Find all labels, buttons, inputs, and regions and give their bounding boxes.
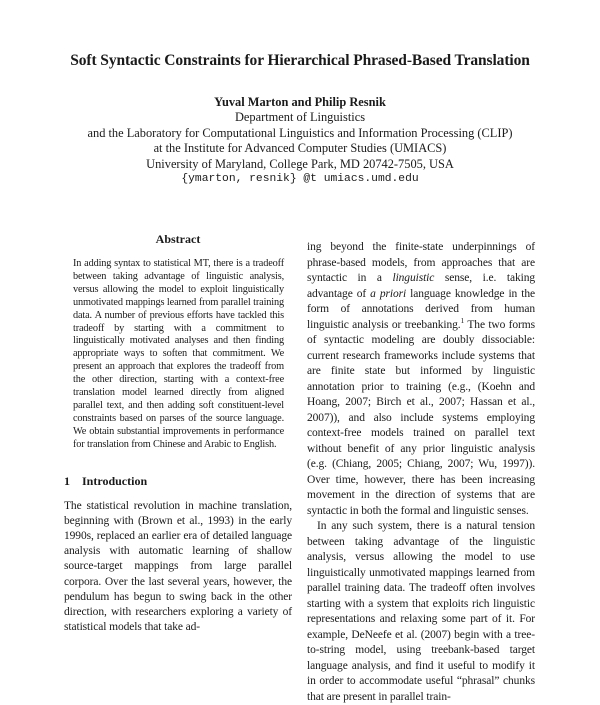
affiliation-line-3: at the Institute for Advanced Computer Studies (UMIACS) [153, 141, 447, 156]
paper-title: Soft Syntactic Constraints for Hierarchical Phrased-Based Translation [70, 52, 530, 69]
author-names: Yuval Marton and Philip Resnik [214, 95, 386, 109]
section-number: 1 [64, 473, 70, 488]
abstract-heading: Abstract [155, 232, 201, 246]
section-heading-introduction [64, 474, 292, 489]
abstract-text: In adding syntax to statistical MT, there is a tradeoff between taking advantage of linguistic analysis, versus allowing the model to exploit linguistically unmotivated mappings learned from parallel training data. A number of previous efforts have tackled this tradeoff by starting with a commitment to linguistically motivated analyses and then finding appropriate ways to soften that commitment. We present an approach that explores the tradeoff from the other direction, starting with a context-free translation model learned directly from aligned parallel text, and then adding soft constituent-level constraints based on parses of the source language. We obtain substantial improvements in performance for translation from Chinese and Arabic to English. [73, 258, 284, 450]
affiliation-line-1: Department of Linguistics [234, 110, 366, 125]
right-paragraph-1 [307, 240, 535, 519]
paragraph-text: The two forms of syntactic modeling are doubly dissociable: current research frameworks include systems that are finite state but informed by linguistic annotation prior to training (e.g., (Koehn and Hoang, 2007; Birch et al., 2007; Hassan et al., 2007)), and also include systems employing context-free models trained on parallel text without benefit of any prior linguistic analysis (e.g. (Chiang, 2005; Chiang, 2007; Wu, 1997)). Over time, however, there has been increasing movement in the direction of systems that are syntactic in both the formal and linguistic senses. [307, 318, 535, 517]
affiliation-line-4: University of Maryland, College Park, MD 20742-7505, USA [146, 156, 454, 171]
paragraph-text: language knowledge in the form of annotations derived from human linguistic analysis or treebanking. [307, 287, 535, 331]
right-paragraph-2: In any such system, there is a natural tension between taking advantage of the linguistic analysis, versus allowing the model to use linguistically unmotivated mappings learned from parallel training data. The tradeoff often involves starting with a system that exploits rich linguistic representations and relaxing some part of it. For example, DeNeefe et al. (2007) begin with a tree-to-string model, using treebank-based target language analysis, and find it useful to modify it in order to accommodate useful “phrasal” chunks that are present in parallel train- [307, 520, 535, 703]
footnote-marker[interactable]: 1 [460, 315, 465, 325]
introduction-paragraph: The statistical revolution in machine translation, beginning with (Brown et al., 1993) in the early 1990s, replaced an earlier era of detailed language analysis with automatic learning of shallow source-target mappings from large parallel corpora. Over the last several years, however, the pendulum has begun to swing back in the other direction, with researchers exploring a variety of statistical models that take ad- [64, 499, 292, 634]
paragraph-text: ing beyond the finite-state underpinnings of phrase-based models, from approaches that are syntactic in a [307, 241, 535, 284]
author-email: {ymarton, resnik} @t umiacs.umd.edu [181, 173, 419, 186]
affiliation-line-2: and the Laboratory for Computational Linguistics and Information Processing (CLIP) [87, 125, 513, 140]
emphasis-a-priori: a priori [370, 287, 407, 300]
right-column [307, 240, 535, 705]
author-block [0, 95, 600, 187]
section-title: Introduction [82, 473, 148, 488]
paragraph-text: sense, i.e. taking advantage of [307, 272, 535, 300]
left-column [64, 232, 292, 635]
emphasis-linguistic: linguistic [392, 272, 435, 284]
